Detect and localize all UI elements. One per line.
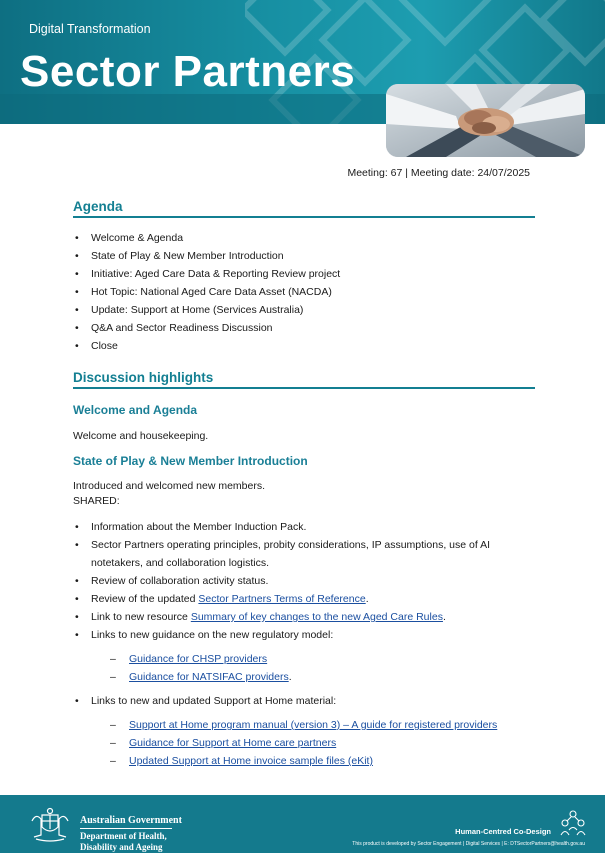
gov-divider — [80, 828, 172, 829]
sah-material-list — [110, 716, 550, 770]
list-item: • Review of collaboration activity status. — [75, 575, 269, 587]
hands-together-photo — [386, 84, 585, 157]
footer-note: This product is developed by Sector Engagement | Digital Services | E: DTSectorPartners@health.gov.au — [352, 841, 585, 847]
list-item: • Sector Partners operating principles, probity considerations, IP assumptions, use of AI notetakers, and collaboration logistics. — [75, 539, 491, 569]
list-item: • State of Play & New Member Introduction — [75, 250, 284, 262]
welcome-text: Welcome and housekeeping. — [73, 430, 209, 442]
list-item: • Initiative: Aged Care Data & Reporting Review project — [75, 268, 341, 280]
agenda-heading: Agenda — [73, 199, 123, 214]
list-item: • Links to new and updated Support at Home material: — [75, 695, 337, 707]
list-item: – Guidance for NATSIFAC providers. — [110, 671, 292, 683]
list-item: – Guidance for CHSP providers — [110, 653, 268, 665]
coat-of-arms-icon — [28, 807, 72, 843]
page-title: Sector Partners — [20, 47, 356, 96]
regulatory-guidance-list — [110, 650, 550, 686]
discussion-rule — [73, 387, 535, 389]
list-item: • Welcome & Agenda — [75, 232, 184, 244]
shared-label: SHARED: — [73, 495, 120, 507]
shared-list — [73, 518, 535, 644]
welcome-heading: Welcome and Agenda — [73, 403, 198, 417]
list-item: • Update: Support at Home (Services Australia) — [75, 304, 304, 316]
sah-care-partners-link[interactable]: Guidance for Support at Home care partners — [129, 737, 337, 749]
list-item: • Hot Topic: National Aged Care Data Asset (NACDA) — [75, 286, 332, 298]
list-item: • Q&A and Sector Readiness Discussion — [75, 322, 273, 334]
list-item: • Close — [75, 340, 118, 352]
list-item: • Links to new guidance on the new regulatory model: — [75, 629, 334, 641]
list-item: • Review of the updated Sector Partners Terms of Reference. — [75, 593, 369, 605]
people-group-icon — [558, 808, 588, 838]
list-item: – Updated Support at Home invoice sample files (eKit) — [110, 755, 373, 767]
sah-manual-link[interactable]: Support at Home program manual (version 3) – A guide for registered providers — [129, 719, 498, 731]
aged-care-rules-link[interactable]: Summary of key changes to the new Aged Care Rules — [190, 611, 443, 623]
agenda-list — [73, 229, 535, 355]
sah-list — [73, 692, 535, 710]
list-item: – Support at Home program manual (version 3) – A guide for registered providers — [110, 719, 498, 731]
natsifac-guidance-link[interactable]: Guidance for NATSIFAC providers — [129, 671, 289, 683]
state-intro: Introduced and welcomed new members. — [73, 480, 266, 492]
hcd-label: Human-Centred Co-Design — [455, 827, 551, 836]
list-item: – Guidance for Support at Home care partners — [110, 737, 337, 749]
header-kicker: Digital Transformation — [29, 22, 151, 36]
state-heading: State of Play & New Member Introduction — [73, 454, 308, 468]
department-name: Department of Health, Disability and Ageing — [80, 831, 167, 852]
gov-name: Australian Government — [80, 815, 182, 826]
chsp-guidance-link[interactable]: Guidance for CHSP providers — [129, 653, 268, 665]
list-item: • Information about the Member Induction Pack. — [75, 521, 307, 533]
terms-of-reference-link[interactable]: Sector Partners Terms of Reference — [198, 593, 366, 605]
agenda-rule — [73, 216, 535, 218]
meeting-info: Meeting: 67 | Meeting date: 24/07/2025 — [347, 167, 530, 179]
discussion-heading: Discussion highlights — [73, 370, 214, 385]
list-item: • Link to new resource Summary of key changes to the new Aged Care Rules. — [75, 611, 446, 623]
sah-invoice-link[interactable]: Updated Support at Home invoice sample files (eKit) — [129, 755, 373, 767]
